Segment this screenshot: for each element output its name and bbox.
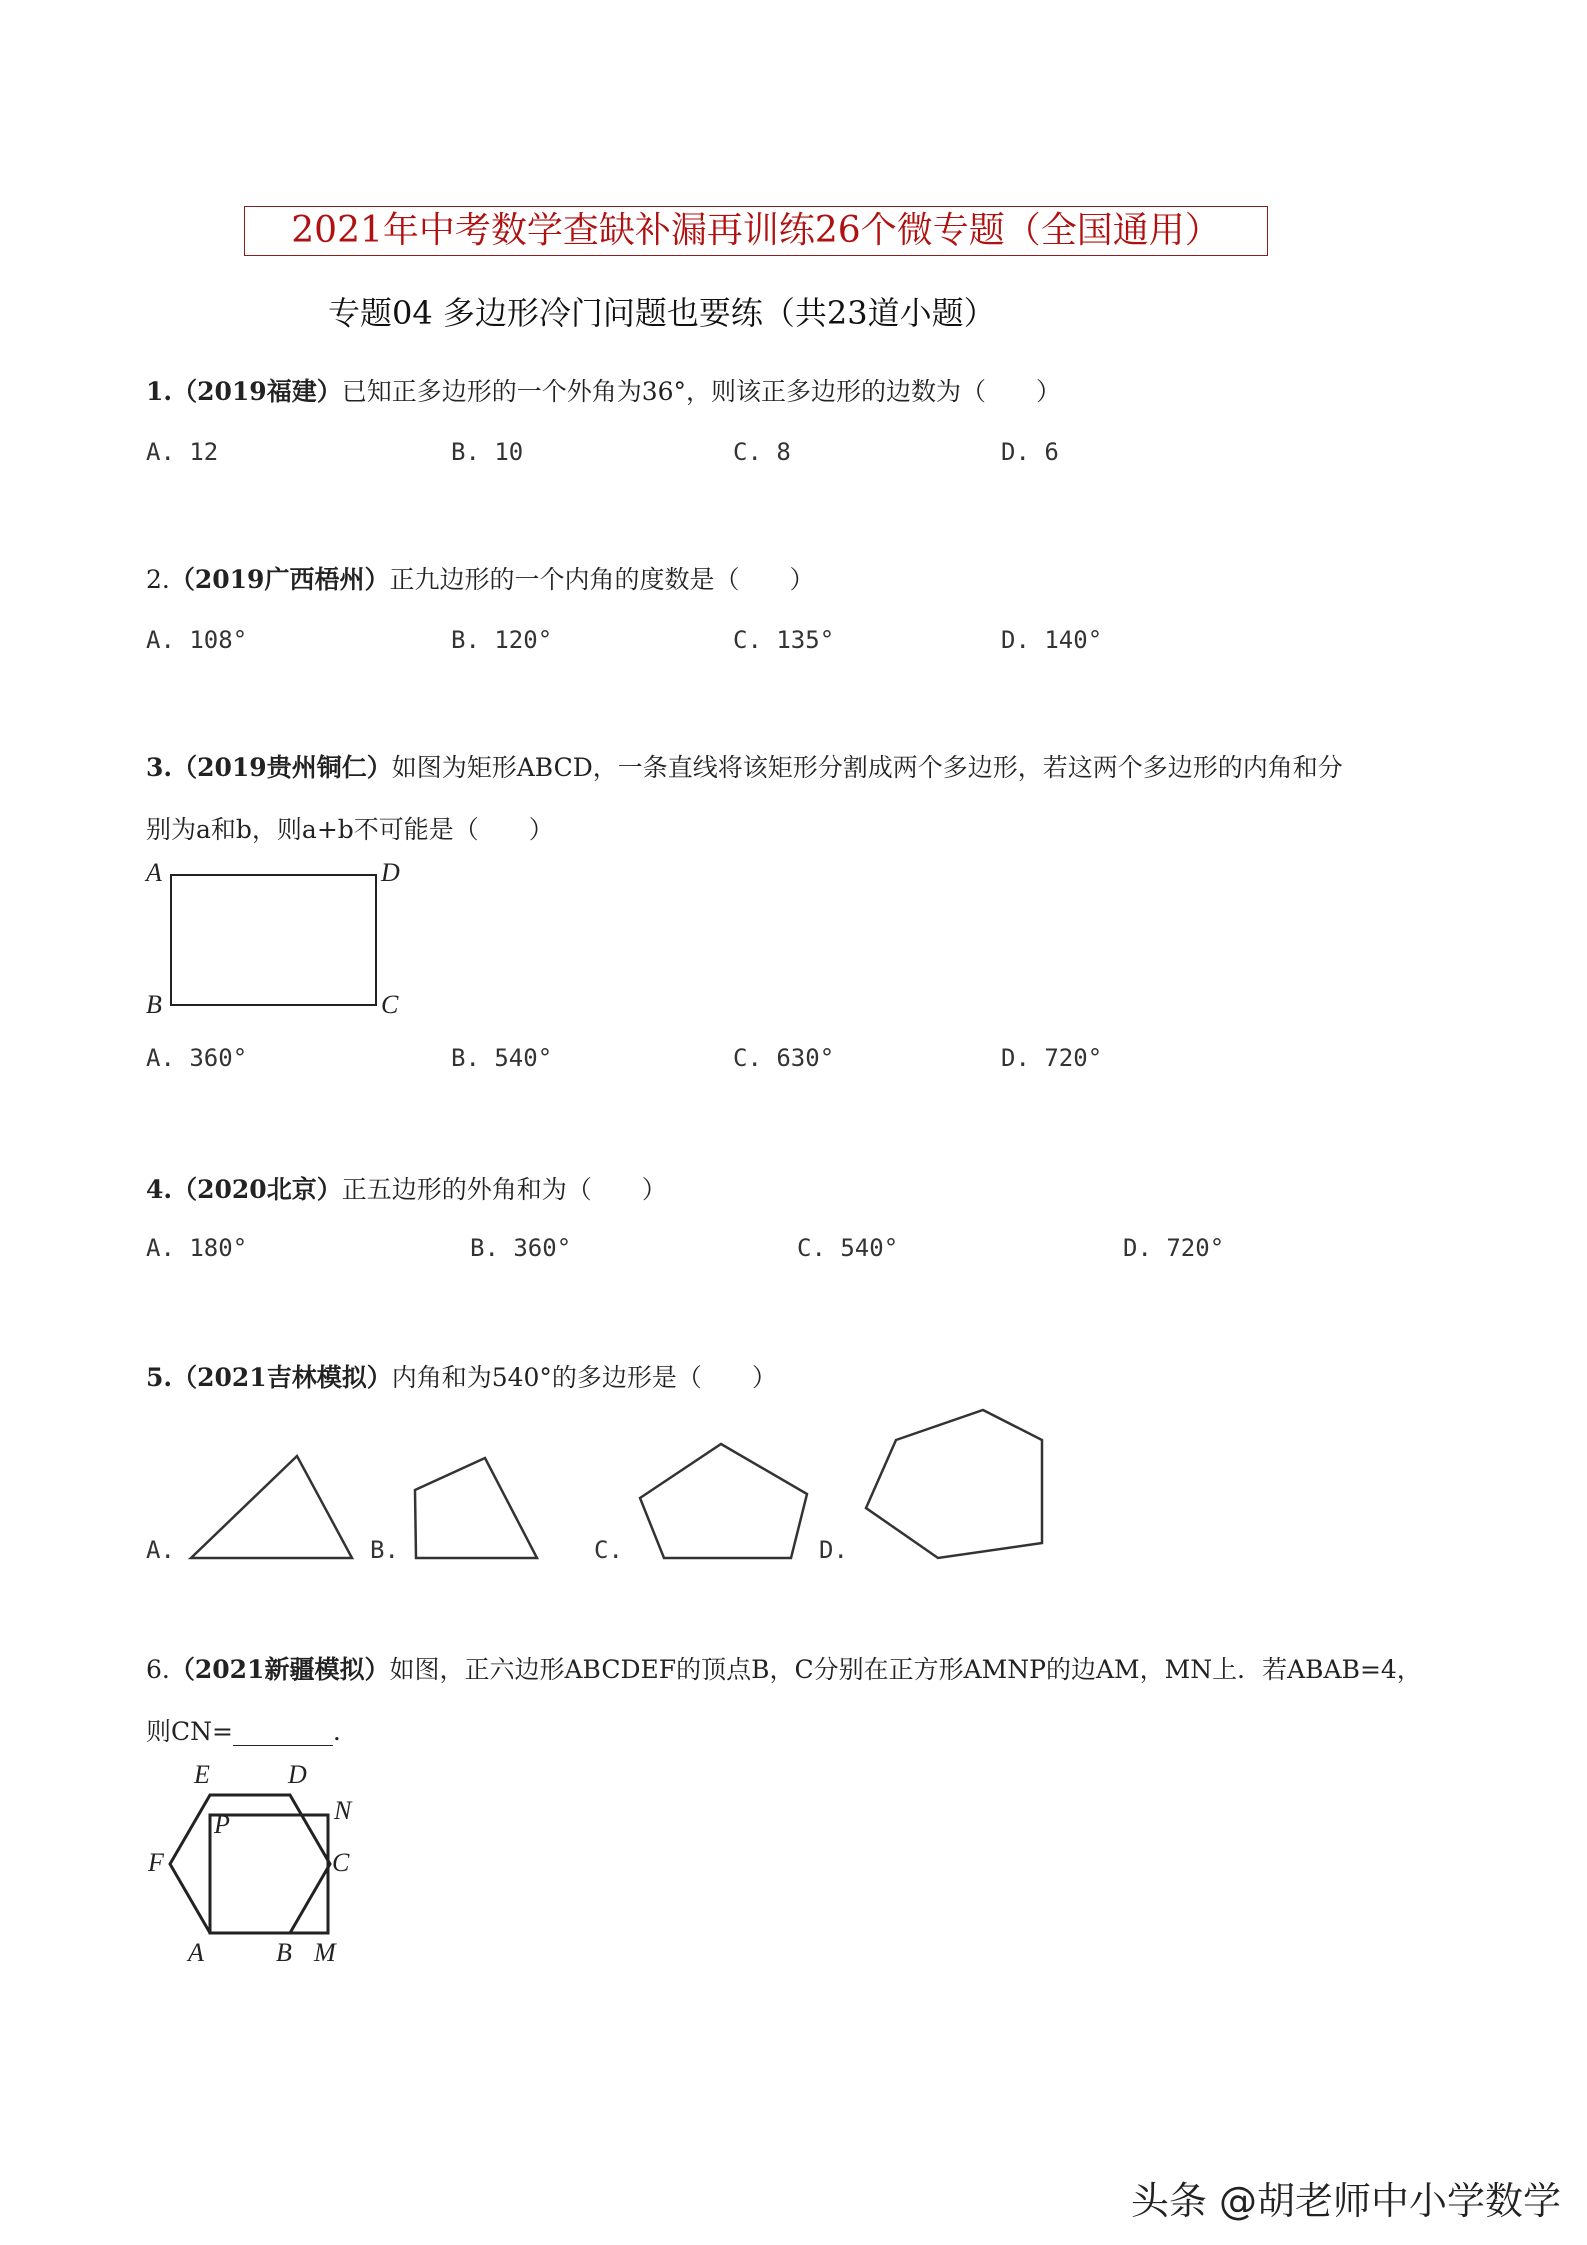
question-source: （2019广西梧州） <box>169 565 390 594</box>
question-source: （2019贵州铜仁） <box>172 753 392 782</box>
option-a: A. 12 <box>146 438 219 466</box>
vertex-label: N <box>334 1796 352 1825</box>
question-source: （2021吉林模拟） <box>172 1363 392 1392</box>
question-number: 3. <box>146 753 173 782</box>
question-number: 5. <box>146 1363 173 1392</box>
vertex-label: A <box>188 1938 204 1967</box>
vertex-label: D <box>381 858 400 887</box>
option-b: B. 10 <box>451 438 524 466</box>
question-text: 如图，正六边形ABCDEF的顶点B，C分别在正方形AMNP的边AM，MN上．若ABAB=4， <box>389 1655 1422 1684</box>
option-b: B. 360° <box>470 1234 572 1262</box>
option-a: A. 108° <box>146 626 248 654</box>
option-b: B. 120° <box>451 626 553 654</box>
question-number: 2. <box>146 565 170 594</box>
option-a: A. <box>146 1536 175 1564</box>
vertex-label: M <box>314 1938 336 1967</box>
question-text: 正五边形的外角和为（ ） <box>341 1175 667 1204</box>
question-text: 内角和为540°的多边形是（ ） <box>391 1363 777 1392</box>
option-c: C. 8 <box>733 438 791 466</box>
vertex-label: C <box>381 990 399 1019</box>
option-d: D. 720° <box>1001 1044 1103 1072</box>
option-d: D. 140° <box>1001 626 1103 654</box>
topic-subtitle: 专题04 多边形冷门问题也要练（共23道小题） <box>328 294 996 332</box>
watermark-text: 头条 @胡老师中小学数学 <box>1130 2179 1561 2223</box>
question-number: 4. <box>146 1175 173 1204</box>
vertex-label: P <box>214 1810 230 1839</box>
option-d: D. 6 <box>1001 438 1059 466</box>
vertex-label: C <box>332 1848 350 1877</box>
option-b: B. 540° <box>451 1044 553 1072</box>
vertex-label: D <box>288 1760 307 1789</box>
question-number: 1. <box>146 377 173 406</box>
vertex-label: E <box>194 1760 210 1789</box>
question-number: 6. <box>146 1655 170 1684</box>
vertex-label: B <box>146 990 162 1019</box>
option-d: D. 720° <box>1123 1234 1225 1262</box>
question-text: 已知正多边形的一个外角为36°，则该正多边形的边数为（ ） <box>341 377 1062 406</box>
document-title: 2021年中考数学查缺补漏再训练26个微专题（全国通用） <box>244 206 1268 256</box>
vertex-label: F <box>148 1848 164 1877</box>
question-text: 正九边形的一个内角的度数是（ ） <box>389 565 815 594</box>
question-source: （2021新疆模拟） <box>169 1655 390 1684</box>
question-source: （2020北京） <box>172 1175 342 1204</box>
question-source: （2019福建） <box>172 377 342 406</box>
question-3-continued: 别为a和b，则a+b不可能是（ ） <box>146 815 554 844</box>
option-a: A. 180° <box>146 1234 248 1262</box>
option-b: B. <box>370 1536 399 1564</box>
question-6-continued: 则CN=________． <box>146 1717 358 1746</box>
vertex-label: B <box>276 1938 292 1967</box>
option-c: C. <box>594 1536 623 1564</box>
option-c: C. 540° <box>797 1234 899 1262</box>
option-c: C. 630° <box>733 1044 835 1072</box>
question-text: 如图为矩形ABCD，一条直线将该矩形分割成两个多边形，若这两个多边形的内角和分 <box>391 753 1343 782</box>
vertex-label: A <box>146 858 162 887</box>
option-d: D. <box>819 1536 848 1564</box>
option-c: C. 135° <box>733 626 835 654</box>
option-a: A. 360° <box>146 1044 248 1072</box>
